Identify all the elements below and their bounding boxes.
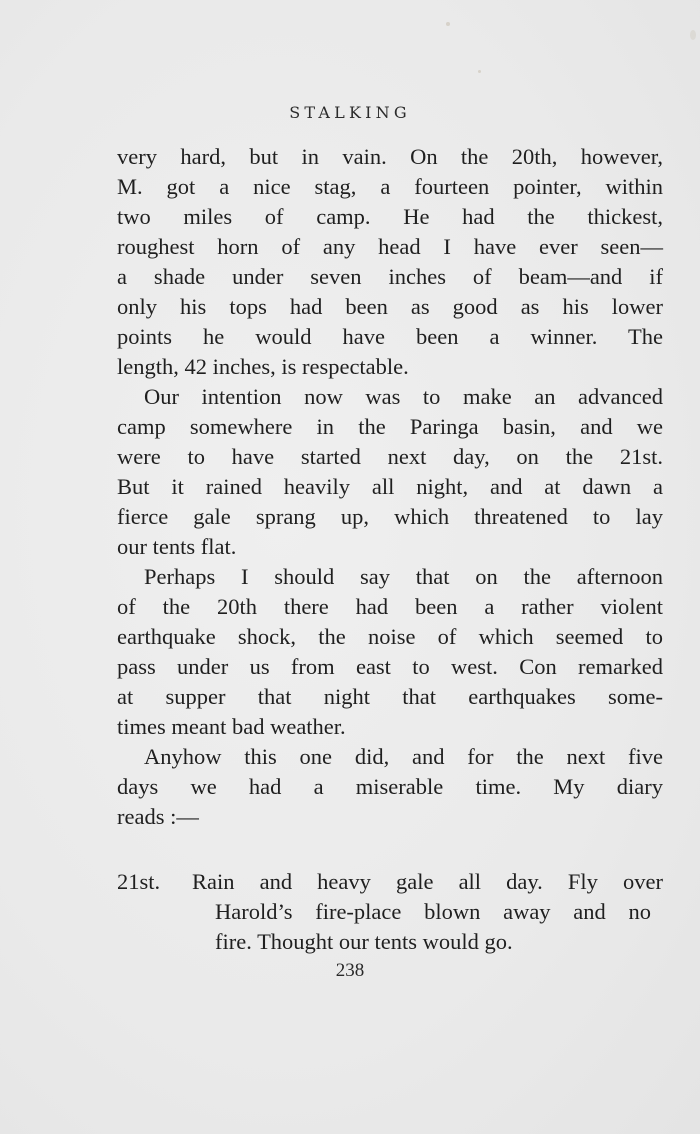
text-line: reads :— [117,804,199,829]
text-line: But it rained heavily all night, and at dawn a [117,474,663,499]
text-line: points he would have been a winner. The [117,324,663,349]
diary-entry [117,867,663,967]
text-line: Perhaps I should say that on the afternoon [144,564,663,589]
running-head: STALKING [289,103,411,122]
text-line: roughest horn of any head I have ever seen— [117,234,663,259]
text-line: two miles of camp. He had the thickest, [117,204,663,229]
text-line: very hard, but in vain. On the 20th, however, [117,144,663,169]
diary-line: fire. Thought our tents would go. [215,929,513,954]
text-line: a shade under seven inches of beam—and if [117,264,663,289]
paper-speck [446,22,450,26]
text-line: of the 20th there had been a rather violent [117,594,663,619]
text-line: our tents flat. [117,534,237,559]
text-line: length, 42 inches, is respectable. [117,354,409,379]
text-line: Our intention now was to make an advanced [144,384,663,409]
body-text [117,142,663,829]
diary-line: Rain and heavy gale all day. Fly over [192,869,663,894]
paper-speck [690,30,696,40]
text-line: pass under us from east to west. Con remarked [117,654,663,679]
text-line: Anyhow this one did, and for the next five [144,744,663,769]
text-line: days we had a miserable time. My diary [117,774,663,799]
text-line: camp somewhere in the Paringa basin, and we [117,414,663,439]
text-line: were to have started next day, on the 21st. [117,444,663,469]
page-number: 238 [335,960,365,981]
text-line: M. got a nice stag, a fourteen pointer, within [117,174,663,199]
diary-date: 21st. [117,869,161,894]
text-line: times meant bad weather. [117,714,346,739]
diary-line: Harold’s fire-place blown away and no [215,899,651,924]
text-line: at supper that night that earthquakes some- [117,684,663,709]
paper-speck [478,70,481,73]
text-line: earthquake shock, the noise of which seemed to [117,624,663,649]
text-line: fierce gale sprang up, which threatened to lay [117,504,663,529]
text-line: only his tops had been as good as his lower [117,294,663,319]
